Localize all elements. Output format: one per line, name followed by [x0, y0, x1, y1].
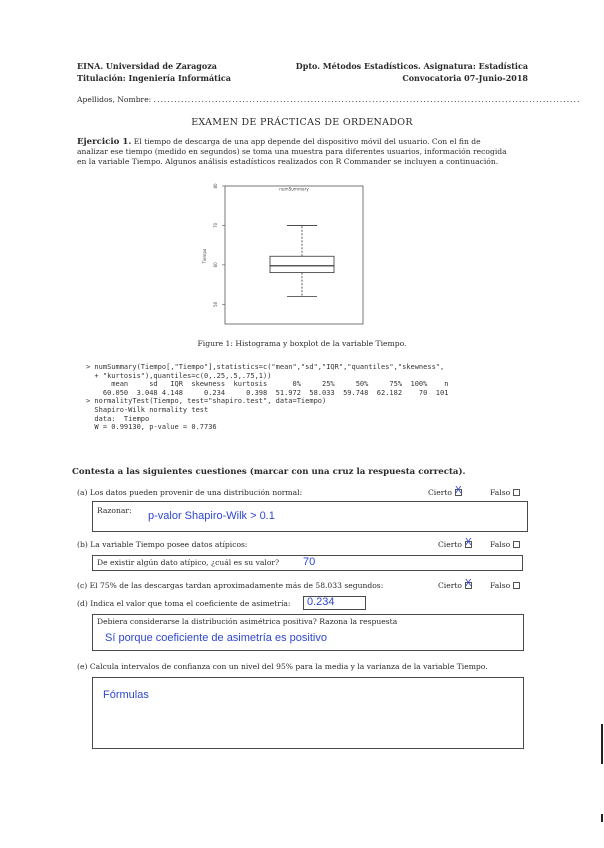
q-d-subtext: Debiera considerarse la distribución asimétrica positiva? Razona la respuesta [97, 617, 398, 626]
r-cmd2: > normalityTest(Tiempo, test="shapiro.test", data=Tiempo) [86, 397, 327, 406]
q-a-reason-box[interactable] [92, 501, 528, 532]
q-b-answer: 70 [303, 556, 316, 568]
q-b-false-checkbox[interactable] [513, 541, 520, 548]
q-c-true[interactable] [438, 578, 472, 591]
q-c-false-label: Falso [490, 581, 511, 590]
q-e-text [77, 662, 488, 672]
boxplot-marks [270, 225, 334, 296]
y-tick-label: 70 [213, 222, 218, 228]
boxplot-figure [195, 182, 370, 330]
r-out1: Shapiro-Wilk normality test [86, 405, 209, 414]
q-a-question: Los datos pueden provenir de una distribución normal: [89, 488, 303, 497]
exam-title: EXAMEN DE PRÁCTICAS DE ORDENADOR [191, 117, 413, 128]
q-e-answer: Fórmulas [103, 689, 149, 701]
q-b-true-mark: X [465, 537, 472, 548]
r-out2: data: Tiempo [86, 414, 150, 423]
q-c-true-label: Cierto [438, 581, 462, 590]
q-d-reason-box[interactable] [92, 614, 524, 651]
r-cmd1-line2: + "kurtosis"),quantiles=c(0,.25,.5,.75,1)) [86, 371, 272, 380]
plot-ylabel: Tiempo [202, 248, 207, 264]
q-c-label: (c) [77, 581, 88, 590]
page-edge-mark [601, 814, 603, 822]
q-d-text [77, 599, 290, 609]
header-degree: Titulación: Ingeniería Informática [77, 73, 231, 83]
r-cmd1-line1: > numSummary(Tiempo[,"Tiempo"],statistics=c("mean","sd","IQR","quantiles","skewness", [86, 363, 445, 371]
page-edge-mark [601, 724, 603, 764]
q-b-label: (b) [77, 540, 88, 549]
name-label: Apellidos, Nombre: [77, 95, 154, 104]
y-tick-label: 50 [213, 301, 218, 307]
q-b-true[interactable] [438, 537, 472, 550]
r-output [86, 363, 448, 432]
exercise-intro-line-3: en la variable Tiempo. Algunos análisis estadísticos realizados con R Commander se incluyen a continuación. [77, 157, 499, 166]
q-e-answer-box[interactable] [92, 677, 524, 749]
exercise-intro-line-2: analizar ese tiempo (medido en segundos) se toma una muestra para diferentes usuarios, información recogida [77, 147, 507, 156]
q-a-false-checkbox[interactable] [513, 489, 520, 496]
r-out3: W = 0.99130, p-value = 0.7736 [86, 423, 217, 432]
header-department: Dpto. Métodos Estadísticos. Asignatura: Estadística [295, 61, 528, 71]
exercise-intro-line-1: El tiempo de descarga de una app depende del dispositivo móvil del usuario. Con el fin de [131, 137, 481, 146]
header-session: Convocatoria 07-Junio-2018 [402, 73, 528, 83]
exercise-intro [77, 137, 532, 167]
q-b-false[interactable] [490, 540, 520, 550]
q-b-true-label: Cierto [438, 540, 462, 549]
y-tick-label: 80 [213, 183, 218, 189]
name-line [77, 95, 581, 105]
q-c-true-mark: X [465, 578, 472, 589]
q-b-answer-box[interactable] [92, 555, 523, 571]
q-a-false[interactable] [490, 488, 520, 498]
q-a-reason-label: Razonar: [97, 506, 132, 515]
q-a-answer: p-valor Shapiro-Wilk > 0.1 [148, 510, 275, 522]
q-b-question: La variable Tiempo posee datos atípicos: [90, 540, 248, 549]
q-b-true-checkbox[interactable] [465, 537, 472, 548]
exercise-label: Ejercicio 1. [77, 137, 132, 147]
y-tick-label: 60 [213, 262, 218, 268]
q-d-sub-answer: Sí porque coeficiente de asimetría es positivo [105, 632, 327, 644]
q-a-true-mark: X [455, 485, 462, 496]
q-a-text [77, 488, 302, 498]
q-c-question: El 75% de las descargas tardan aproximadamente más de 58.033 segundos: [89, 581, 384, 590]
q-d-question: Indica el valor que toma el coeficiente de asimetría: [90, 599, 291, 608]
q-c-false[interactable] [490, 581, 520, 591]
q-a-true-checkbox[interactable] [455, 485, 462, 496]
q-c-true-checkbox[interactable] [465, 578, 472, 589]
q-a-true[interactable] [428, 485, 462, 498]
q-a-true-label: Cierto [428, 488, 452, 497]
q-b-text [77, 540, 247, 550]
iqr-box [270, 256, 334, 272]
figure-caption: Figure 1: Histograma y boxplot de la variable Tiempo. [197, 339, 407, 348]
q-a-false-label: Falso [490, 488, 511, 497]
q-d-answer: 0.234 [307, 596, 335, 608]
q-e-label: (e) [77, 662, 88, 671]
header-institution: EINA. Universidad de Zaragoza [77, 61, 217, 71]
q-d-label: (d) [77, 599, 88, 608]
q-a-label: (a) [77, 488, 88, 497]
r-val-row: 60.050 3.048 4.148 0.234 0.398 51.972 58.033 59.748 62.182 70 101 [86, 388, 449, 397]
q-d-answer-box[interactable] [303, 596, 366, 610]
q-b-false-label: Falso [490, 540, 511, 549]
r-head-row: mean sd IQR skewness kurtosis 0% 25% 50% 75% 100% n [86, 380, 449, 389]
plot-frame [225, 186, 363, 324]
q-c-text [77, 581, 383, 591]
plot-title: numSummary [279, 186, 309, 192]
q-c-false-checkbox[interactable] [513, 582, 520, 589]
name-dots: ............................................................................................................................. [153, 95, 581, 104]
instructions: Contesta a las siguientes cuestiones (marcar con una cruz la respuesta correcta). [72, 467, 466, 477]
y-axis-ticks [213, 183, 225, 307]
q-e-question: Calcula intervalos de confianza con un nivel del 95% para la media y la varianza de la variable Tiempo. [89, 662, 488, 671]
q-b-subtext: De existir algún dato atípico, ¿cuál es su valor? [97, 558, 280, 567]
